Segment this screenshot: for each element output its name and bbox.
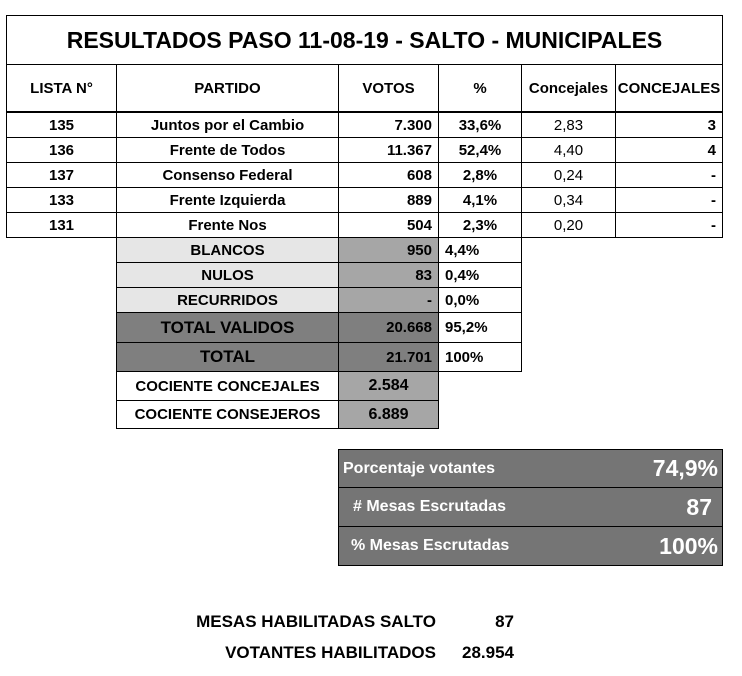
row-concejales-calc: 4,40 xyxy=(521,137,616,163)
row-pct: 2,8% xyxy=(438,162,522,188)
pct-mesas-escrutadas-value: 100% xyxy=(659,532,718,559)
total-validos-label: TOTAL VALIDOS xyxy=(116,312,339,343)
cociente-consejeros-label: COCIENTE CONSEJEROS xyxy=(116,400,339,429)
row-lista: 137 xyxy=(6,162,117,188)
row-concejales-calc: 0,20 xyxy=(521,212,616,238)
row-lista: 135 xyxy=(6,112,117,138)
nulos-pct: 0,4% xyxy=(438,262,522,288)
row-concejales-calc: 0,24 xyxy=(521,162,616,188)
mesas-escrutadas-row xyxy=(339,488,722,527)
row-pct: 52,4% xyxy=(438,137,522,163)
total-votos: 21.701 xyxy=(338,342,439,372)
nulos-votos: 83 xyxy=(338,262,439,288)
votantes-habilitados-label: VOTANTES HABILITADOS xyxy=(225,643,436,662)
row-partido: Frente Nos xyxy=(116,212,339,238)
header-lista: LISTA N° xyxy=(6,64,117,112)
row-pct: 4,1% xyxy=(438,187,522,213)
header-concejales: CONCEJALES xyxy=(615,64,723,112)
row-partido: Frente de Todos xyxy=(116,137,339,163)
porcentaje-votantes-row xyxy=(339,450,722,488)
mesas-escrutadas-label: # Mesas Escrutadas xyxy=(353,498,506,515)
header-partido: PARTIDO xyxy=(116,64,339,112)
porcentaje-votantes-value: 74,9% xyxy=(652,455,718,481)
blancos-label: BLANCOS xyxy=(116,237,339,263)
row-pct: 33,6% xyxy=(438,112,522,138)
pct-mesas-escrutadas-label: % Mesas Escrutadas xyxy=(351,537,510,554)
total-pct: 100% xyxy=(438,342,522,372)
row-concejales: 3 xyxy=(615,112,723,138)
row-partido: Consenso Federal xyxy=(116,162,339,188)
porcentaje-votantes-label: Porcentaje votantes xyxy=(343,459,496,477)
mesas-habilitadas-value: 87 xyxy=(495,612,514,631)
header-pct: % xyxy=(438,64,522,112)
row-votos: 889 xyxy=(338,187,439,213)
row-concejales-calc: 2,83 xyxy=(521,112,616,138)
total-validos-votos: 20.668 xyxy=(338,312,439,343)
votantes-habilitados-value: 28.954 xyxy=(462,643,514,662)
row-concejales: - xyxy=(615,212,723,238)
row-votos: 608 xyxy=(338,162,439,188)
blancos-votos: 950 xyxy=(338,237,439,263)
total-validos-pct: 95,2% xyxy=(438,312,522,343)
row-lista: 136 xyxy=(6,137,117,163)
recurridos-votos: - xyxy=(338,287,439,313)
row-concejales-calc: 0,34 xyxy=(521,187,616,213)
mesas-escrutadas-value: 87 xyxy=(686,493,712,520)
row-concejales: - xyxy=(615,187,723,213)
row-votos: 11.367 xyxy=(338,137,439,163)
row-concejales: 4 xyxy=(615,137,723,163)
header-concejales-calc: Concejales xyxy=(521,64,616,112)
pct-mesas-escrutadas-row xyxy=(339,527,722,565)
row-votos: 7.300 xyxy=(338,112,439,138)
blancos-pct: 4,4% xyxy=(438,237,522,263)
mesas-habilitadas-label: MESAS HABILITADAS SALTO xyxy=(196,612,436,631)
header-votos: VOTOS xyxy=(338,64,439,112)
row-pct: 2,3% xyxy=(438,212,522,238)
row-votos: 504 xyxy=(338,212,439,238)
row-concejales: - xyxy=(615,162,723,188)
cociente-concejales-value: 2.584 xyxy=(338,371,439,401)
nulos-label: NULOS xyxy=(116,262,339,288)
total-label: TOTAL xyxy=(116,342,339,372)
row-partido: Juntos por el Cambio xyxy=(116,112,339,138)
row-lista: 133 xyxy=(6,187,117,213)
row-partido: Frente Izquierda xyxy=(116,187,339,213)
cociente-concejales-label: COCIENTE CONCEJALES xyxy=(116,371,339,401)
row-lista: 131 xyxy=(6,212,117,238)
page-title: RESULTADOS PASO 11-08-19 - SALTO - MUNICIPALES xyxy=(6,15,723,65)
cociente-consejeros-value: 6.889 xyxy=(338,400,439,429)
recurridos-pct: 0,0% xyxy=(438,287,522,313)
summary-panel xyxy=(338,449,723,566)
recurridos-label: RECURRIDOS xyxy=(116,287,339,313)
